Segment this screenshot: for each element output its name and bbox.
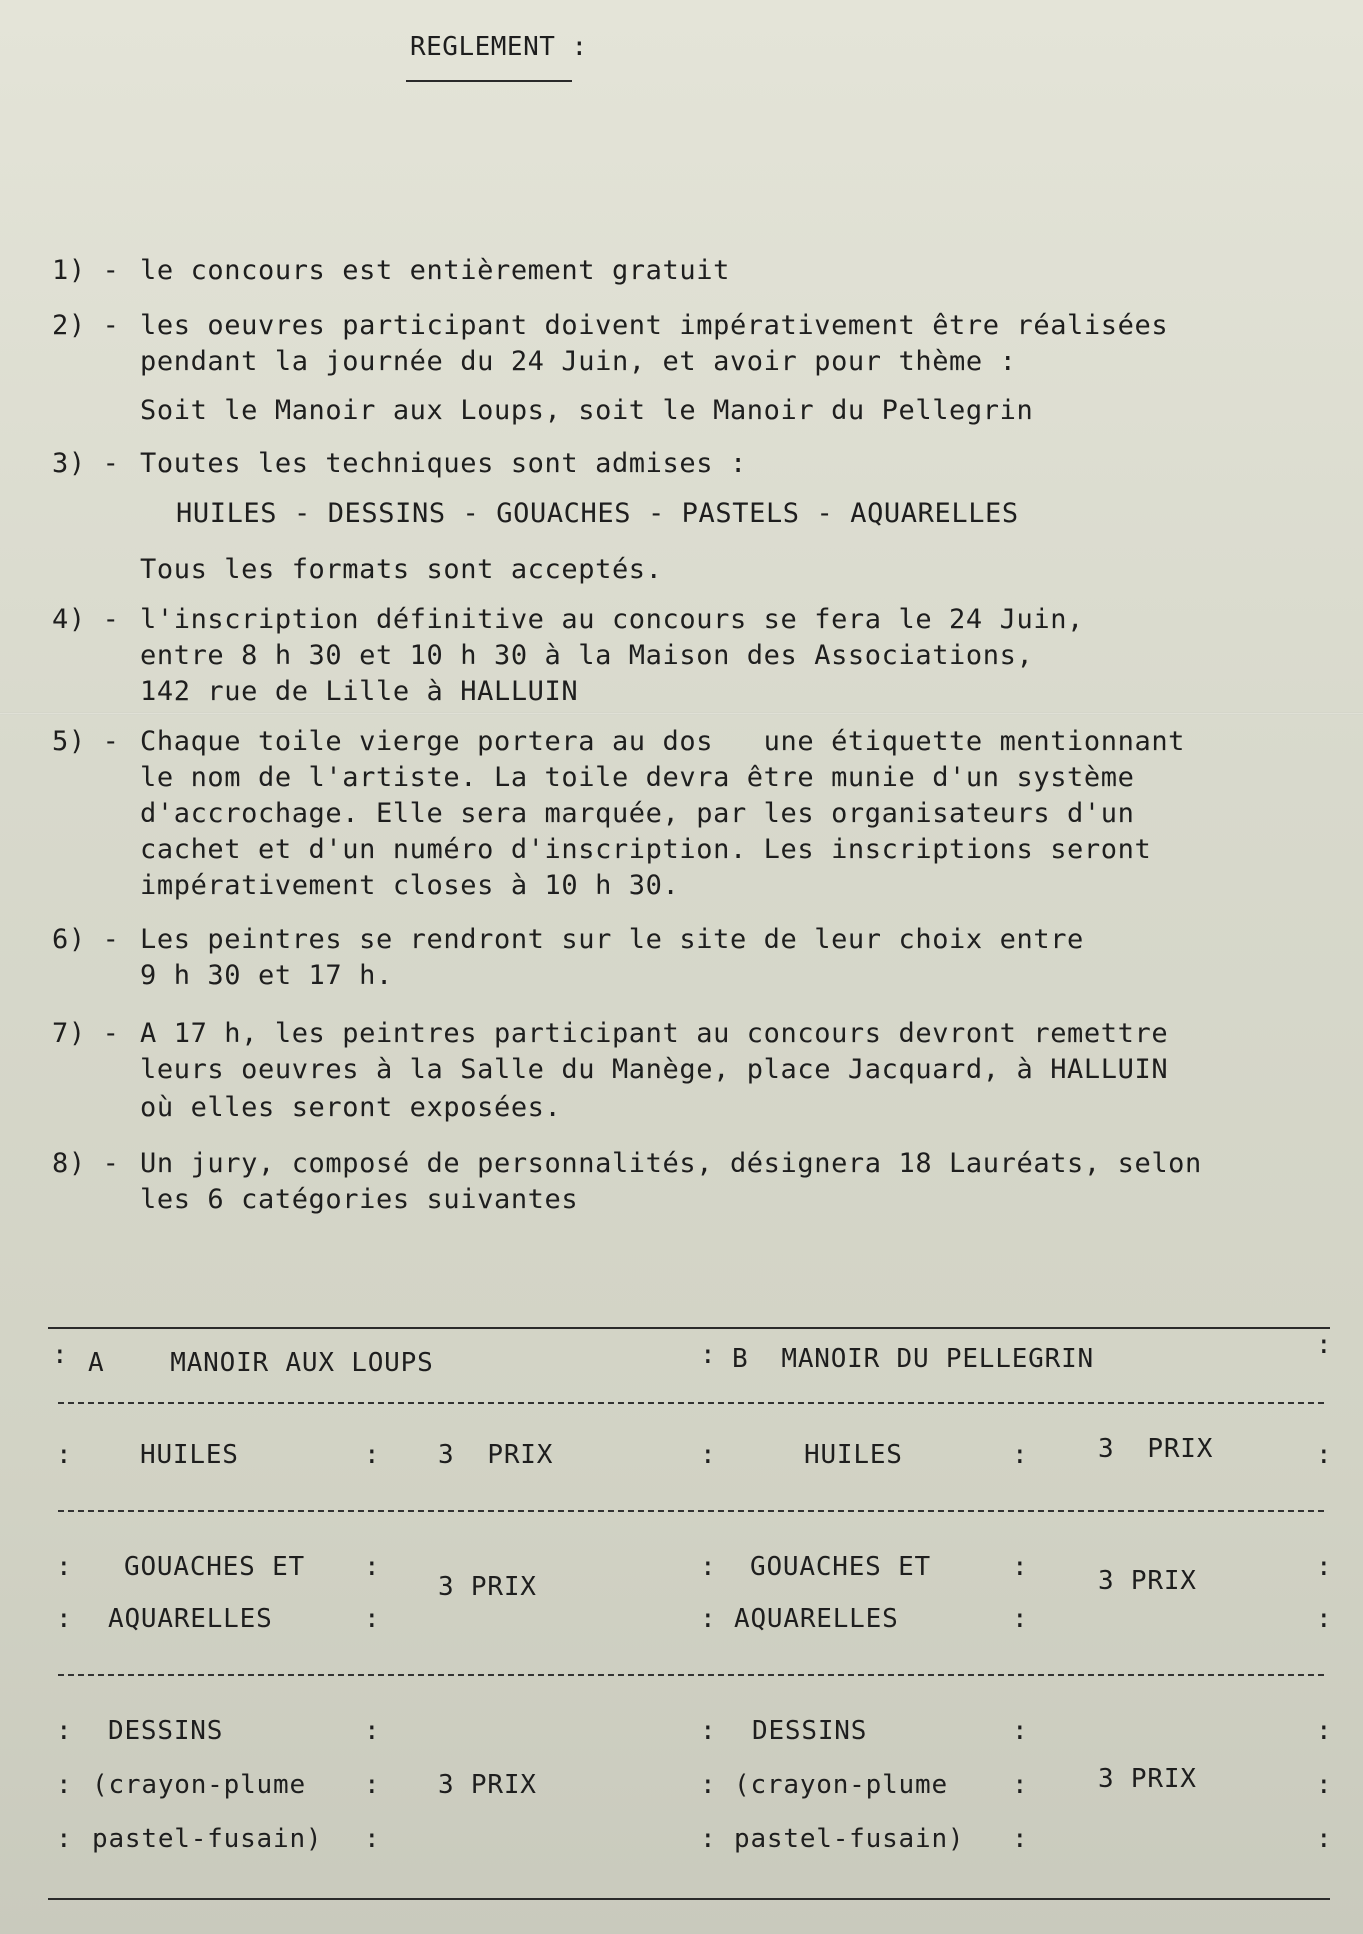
rule-text-line: le nom de l'artiste. La toile devra être munie d'un système xyxy=(140,762,1135,793)
rule-text-line: le concours est entièrement gratuit xyxy=(140,255,730,286)
category-b: pastel-fusain) xyxy=(734,1824,965,1854)
column-colon: : xyxy=(364,1440,380,1470)
rule-text-line: Un jury, composé de personnalités, désignera 18 Lauréats, selon xyxy=(140,1148,1202,1179)
rule-text-line: Les peintres se rendront sur le site de leur choix entre xyxy=(140,924,1084,955)
category-b: AQUARELLES xyxy=(734,1604,899,1634)
rule-text-line: Toutes les techniques sont admises : xyxy=(140,448,747,479)
column-colon: : xyxy=(1012,1770,1028,1800)
column-colon: : xyxy=(1012,1552,1028,1582)
column-colon: : xyxy=(1316,1440,1332,1470)
column-colon: : xyxy=(700,1440,716,1470)
table-row-separator xyxy=(58,1510,1324,1512)
column-colon: : xyxy=(1316,1824,1332,1854)
column-colon: : xyxy=(1316,1716,1332,1746)
prize-b: 3 PRIX xyxy=(1098,1764,1197,1794)
rule-text-line: impérativement closes à 10 h 30. xyxy=(140,870,680,901)
column-colon: : xyxy=(1316,1330,1332,1360)
prize-b: 3 PRIX xyxy=(1098,1434,1214,1464)
rule-text-line: A 17 h, les peintres participant au concours devront remettre xyxy=(140,1018,1169,1049)
rule-text-line: cachet et d'un numéro d'inscription. Les inscriptions seront xyxy=(140,834,1152,865)
column-colon: : xyxy=(1316,1770,1332,1800)
prize-a: 3 PRIX xyxy=(438,1572,537,1602)
rule-text-line: 142 rue de Lille à HALLUIN xyxy=(140,676,579,707)
column-colon: : xyxy=(364,1604,380,1634)
rule-number: 8) - xyxy=(52,1148,120,1179)
rule-text-line: 9 h 30 et 17 h. xyxy=(140,960,393,991)
rule-text-line: les oeuvres participant doivent impérativement être réalisées xyxy=(140,310,1169,341)
category-b: (crayon-plume xyxy=(734,1770,948,1800)
table-row-separator xyxy=(58,1674,1324,1676)
column-colon: : xyxy=(1316,1604,1332,1634)
rule-number: 7) - xyxy=(52,1018,120,1049)
column-colon: : xyxy=(56,1824,72,1854)
rule-text-line: où elles seront exposées. xyxy=(140,1092,562,1123)
column-colon: : xyxy=(700,1340,716,1370)
rule-text-line: entre 8 h 30 et 10 h 30 à la Maison des Associations, xyxy=(140,640,1034,671)
column-colon: : xyxy=(56,1440,72,1470)
table-row-separator xyxy=(58,1402,1324,1404)
column-colon: : xyxy=(56,1770,72,1800)
rule-text-line: Soit le Manoir aux Loups, soit le Manoir du Pellegrin xyxy=(140,395,1034,426)
column-colon: : xyxy=(700,1824,716,1854)
table-header-b: B MANOIR DU PELLEGRIN xyxy=(732,1344,1094,1374)
rule-text-line: Tous les formats sont acceptés. xyxy=(140,554,663,585)
column-colon: : xyxy=(1012,1604,1028,1634)
rule-number: 6) - xyxy=(52,924,120,955)
rule-number: 5) - xyxy=(52,726,120,757)
prize-b: 3 PRIX xyxy=(1098,1566,1197,1596)
column-colon: : xyxy=(1316,1552,1332,1582)
rule-text-line: leurs oeuvres à la Salle du Manège, place Jacquard, à HALLUIN xyxy=(140,1054,1169,1085)
column-colon: : xyxy=(700,1552,716,1582)
column-colon: : xyxy=(364,1552,380,1582)
column-colon: : xyxy=(56,1604,72,1634)
category-b: DESSINS xyxy=(752,1716,868,1746)
category-b: HUILES xyxy=(804,1440,903,1470)
column-colon: : xyxy=(56,1552,72,1582)
column-colon: : xyxy=(364,1824,380,1854)
rule-text-line: les 6 catégories suivantes xyxy=(140,1184,579,1215)
rule-number: 4) - xyxy=(52,604,120,635)
prize-a: 3 PRIX xyxy=(438,1440,554,1470)
column-colon: : xyxy=(52,1340,68,1370)
column-colon: : xyxy=(364,1716,380,1746)
rule-text-line: HUILES - DESSINS - GOUACHES - PASTELS - AQUARELLES xyxy=(176,498,1019,529)
column-colon: : xyxy=(1012,1824,1028,1854)
column-colon: : xyxy=(364,1770,380,1800)
rule-text-line: d'accrochage. Elle sera marquée, par les organisateurs d'un xyxy=(140,798,1135,829)
table-bottom-border xyxy=(48,1898,1330,1900)
column-colon: : xyxy=(1012,1440,1028,1470)
category-a: pastel-fusain) xyxy=(92,1824,323,1854)
column-colon: : xyxy=(1012,1716,1028,1746)
rule-text-line: pendant la journée du 24 Juin, et avoir pour thème : xyxy=(140,346,1017,377)
table-header-a: A MANOIR AUX LOUPS xyxy=(88,1348,434,1378)
category-a: DESSINS xyxy=(108,1716,224,1746)
category-b: GOUACHES ET xyxy=(750,1552,931,1582)
column-colon: : xyxy=(700,1604,716,1634)
prize-a: 3 PRIX xyxy=(438,1770,537,1800)
rule-number: 1) - xyxy=(52,255,120,286)
table-top-border xyxy=(48,1327,1330,1329)
category-a: HUILES xyxy=(140,1440,239,1470)
column-colon: : xyxy=(700,1716,716,1746)
category-a: AQUARELLES xyxy=(108,1604,273,1634)
category-a: (crayon-plume xyxy=(92,1770,306,1800)
column-colon: : xyxy=(56,1716,72,1746)
page-title: REGLEMENT : xyxy=(410,32,588,62)
category-a: GOUACHES ET xyxy=(124,1552,305,1582)
rule-number: 2) - xyxy=(52,310,120,341)
rule-number: 3) - xyxy=(52,448,120,479)
rule-text-line: l'inscription définitive au concours se fera le 24 Juin, xyxy=(140,604,1084,635)
column-colon: : xyxy=(700,1770,716,1800)
rule-text-line: Chaque toile vierge portera au dos une étiquette mentionnant xyxy=(140,726,1186,757)
